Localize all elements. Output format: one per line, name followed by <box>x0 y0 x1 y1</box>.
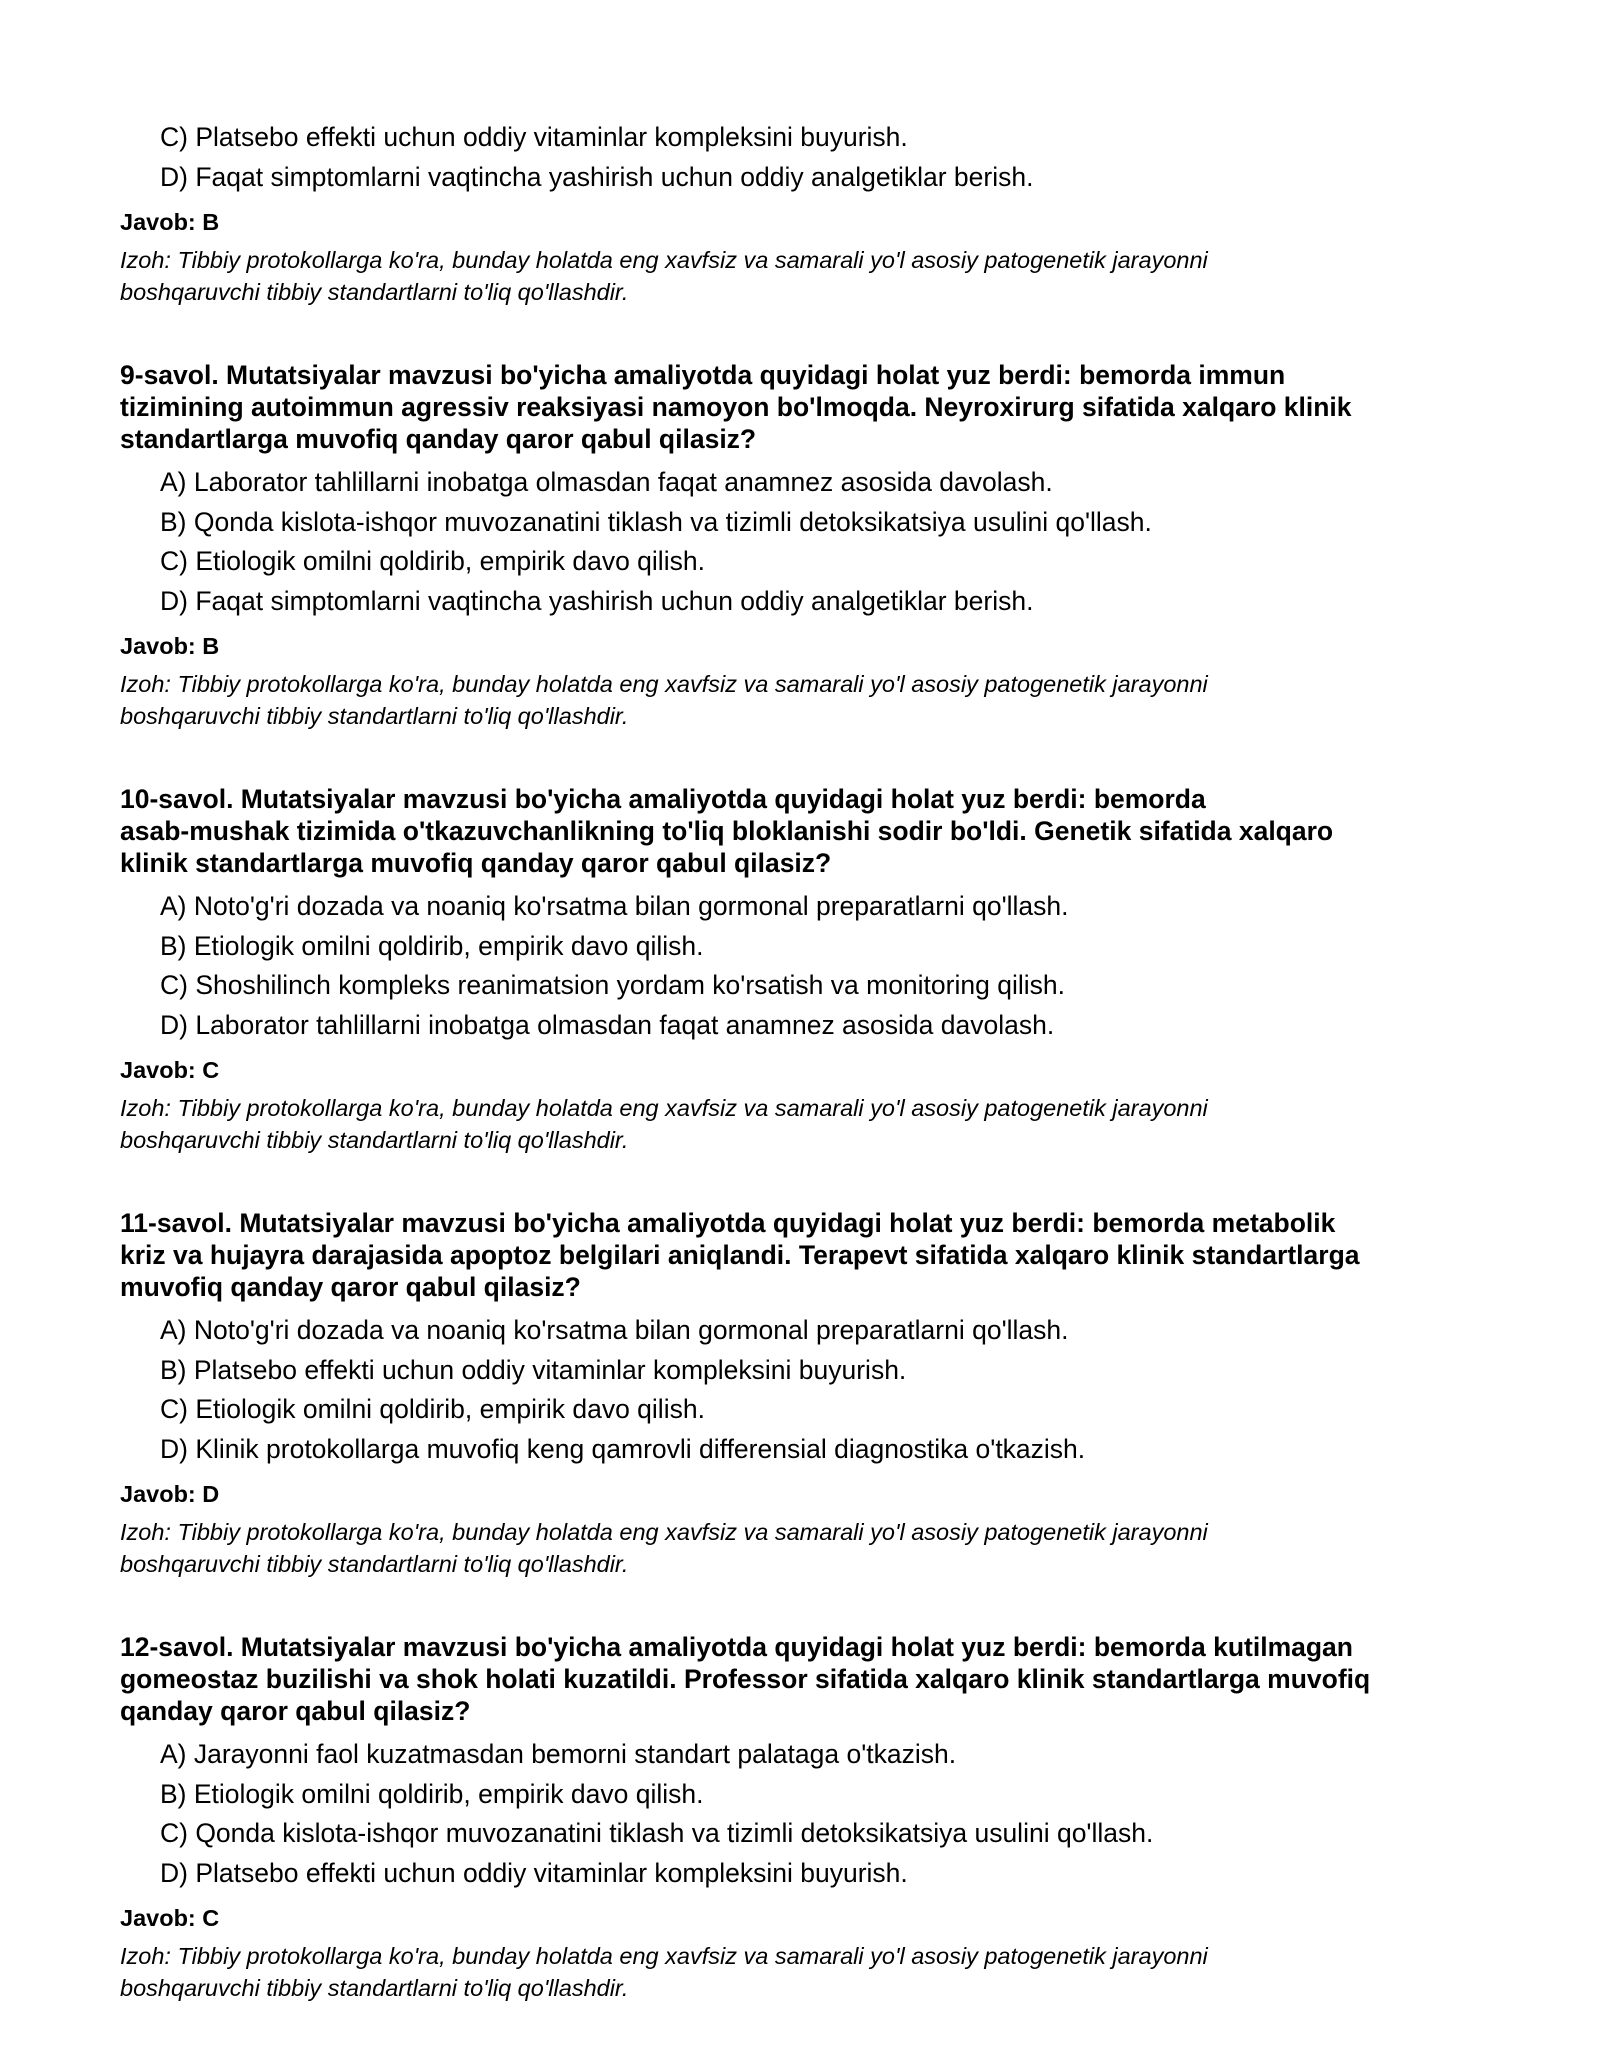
question-title <box>120 1631 1490 1727</box>
note-line: boshqaruvchi tibbiy standartlarni to'liq qo'llashdir. <box>120 279 629 305</box>
title-line: 10-savol. Mutatsiyalar mavzusi bo'yicha amaliyotda quyidagi holat yuz berdi: bemorda <box>120 784 1206 814</box>
option-a: A) Jarayonni faol kuzatmasdan bemorni standart palataga o'tkazish. <box>160 1739 957 1769</box>
title-line: tizimining autoimmun agressiv reaksiyasi namoyon bo'lmoqda. Neyroxirurg sifatida xalqaro klinik <box>120 392 1352 422</box>
title-line: muvofiq qanday qaror qabul qilasiz? <box>120 1272 581 1302</box>
note-line: Izoh: Tibbiy protokollarga ko'ra, bunday holatda eng xavfsiz va samarali yo'l asosiy patogenetik jarayonni <box>120 247 1208 273</box>
explanation-note <box>120 244 1490 308</box>
note-line: boshqaruvchi tibbiy standartlarni to'liq qo'llashdir. <box>120 1975 629 2001</box>
note-line: boshqaruvchi tibbiy standartlarni to'liq qo'llashdir. <box>120 1127 629 1153</box>
title-line: klinik standartlarga muvofiq qanday qaror qabul qilasiz? <box>120 848 832 878</box>
question-8-continuation <box>120 118 1490 308</box>
option-d: D) Platsebo effekti uchun oddiy vitaminlar kompleksini buyurish. <box>160 1857 908 1888</box>
question-title <box>120 783 1490 879</box>
answer-label: Javob: D <box>120 1481 220 1507</box>
option-d: D) Faqat simptomlarni vaqtincha yashirish uchun oddiy analgetiklar berish. <box>160 585 1034 616</box>
question-title <box>120 1207 1490 1303</box>
explanation-note <box>120 1516 1490 1580</box>
explanation-note <box>120 1940 1490 2004</box>
option-c: C) Shoshilinch kompleks reanimatsion yordam ko'rsatish va monitoring qilish. <box>160 970 1065 1000</box>
page-content <box>120 118 1490 2004</box>
option-c: C) Qonda kislota-ishqor muvozanatini tiklash va tizimli detoksikatsiya usulini qo'llash. <box>160 1818 1154 1848</box>
option-a: A) Laborator tahlillarni inobatga olmasdan faqat anamnez asosida davolash. <box>160 467 1053 497</box>
title-line: standartlarga muvofiq qanday qaror qabul qilasiz? <box>120 424 757 454</box>
question-title <box>120 359 1490 455</box>
answer-label: Javob: B <box>120 633 220 659</box>
option-a: A) Noto'g'ri dozada va noaniq ko'rsatma bilan gormonal preparatlarni qo'llash. <box>160 891 1069 921</box>
title-line: gomeostaz buzilishi va shok holati kuzatildi. Professor sifatida xalqaro klinik standartlarga muvofiq <box>120 1664 1371 1694</box>
option-c: C) Etiologik omilni qoldirib, empirik davo qilish. <box>160 1394 705 1424</box>
option-c: C) Etiologik omilni qoldirib, empirik davo qilish. <box>160 546 705 576</box>
option-d: D) Faqat simptomlarni vaqtincha yashirish uchun oddiy analgetiklar berish. <box>160 161 1034 192</box>
note-line: boshqaruvchi tibbiy standartlarni to'liq qo'llashdir. <box>120 703 629 729</box>
question-10 <box>120 783 1490 1156</box>
option-d: D) Laborator tahlillarni inobatga olmasdan faqat anamnez asosida davolash. <box>160 1009 1055 1040</box>
option-a: A) Noto'g'ri dozada va noaniq ko'rsatma bilan gormonal preparatlarni qo'llash. <box>160 1315 1069 1345</box>
option-b: B) Platsebo effekti uchun oddiy vitaminlar kompleksini buyurish. <box>160 1354 907 1385</box>
answer-label: Javob: C <box>120 1057 220 1083</box>
question-12 <box>120 1631 1490 2004</box>
note-line: Izoh: Tibbiy protokollarga ko'ra, bunday holatda eng xavfsiz va samarali yo'l asosiy patogenetik jarayonni <box>120 1519 1208 1545</box>
explanation-note <box>120 1092 1490 1156</box>
title-line: qanday qaror qabul qilasiz? <box>120 1696 471 1726</box>
note-line: Izoh: Tibbiy protokollarga ko'ra, bunday holatda eng xavfsiz va samarali yo'l asosiy patogenetik jarayonni <box>120 671 1208 697</box>
explanation-note <box>120 668 1490 732</box>
option-c: C) Platsebo effekti uchun oddiy vitaminlar kompleksini buyurish. <box>160 122 908 152</box>
question-11 <box>120 1207 1490 1580</box>
title-line: 12-savol. Mutatsiyalar mavzusi bo'yicha amaliyotda quyidagi holat yuz berdi: bemorda kutilmagan <box>120 1632 1353 1662</box>
option-b: B) Etiologik omilni qoldirib, empirik davo qilish. <box>160 1778 704 1809</box>
note-line: boshqaruvchi tibbiy standartlarni to'liq qo'llashdir. <box>120 1551 629 1577</box>
question-9 <box>120 359 1490 732</box>
title-line: kriz va hujayra darajasida apoptoz belgilari aniqlandi. Terapevt sifatida xalqaro klinik standartlarga <box>120 1240 1360 1270</box>
option-b: B) Qonda kislota-ishqor muvozanatini tiklash va tizimli detoksikatsiya usulini qo'llash. <box>160 506 1152 537</box>
title-line: asab-mushak tizimida o'tkazuvchanlikning to'liq bloklanishi sodir bo'ldi. Genetik sifatida xalqaro <box>120 816 1334 846</box>
answer-label: Javob: C <box>120 1905 220 1931</box>
note-line: Izoh: Tibbiy protokollarga ko'ra, bunday holatda eng xavfsiz va samarali yo'l asosiy patogenetik jarayonni <box>120 1943 1208 1969</box>
title-line: 11-savol. Mutatsiyalar mavzusi bo'yicha amaliyotda quyidagi holat yuz berdi: bemorda metabolik <box>120 1208 1336 1238</box>
note-line: Izoh: Tibbiy protokollarga ko'ra, bunday holatda eng xavfsiz va samarali yo'l asosiy patogenetik jarayonni <box>120 1095 1208 1121</box>
answer-label: Javob: B <box>120 209 220 235</box>
option-d: D) Klinik protokollarga muvofiq keng qamrovli differensial diagnostika o'tkazish. <box>160 1433 1086 1464</box>
title-line: 9-savol. Mutatsiyalar mavzusi bo'yicha amaliyotda quyidagi holat yuz berdi: bemorda immun <box>120 360 1286 390</box>
option-b: B) Etiologik omilni qoldirib, empirik davo qilish. <box>160 930 704 961</box>
